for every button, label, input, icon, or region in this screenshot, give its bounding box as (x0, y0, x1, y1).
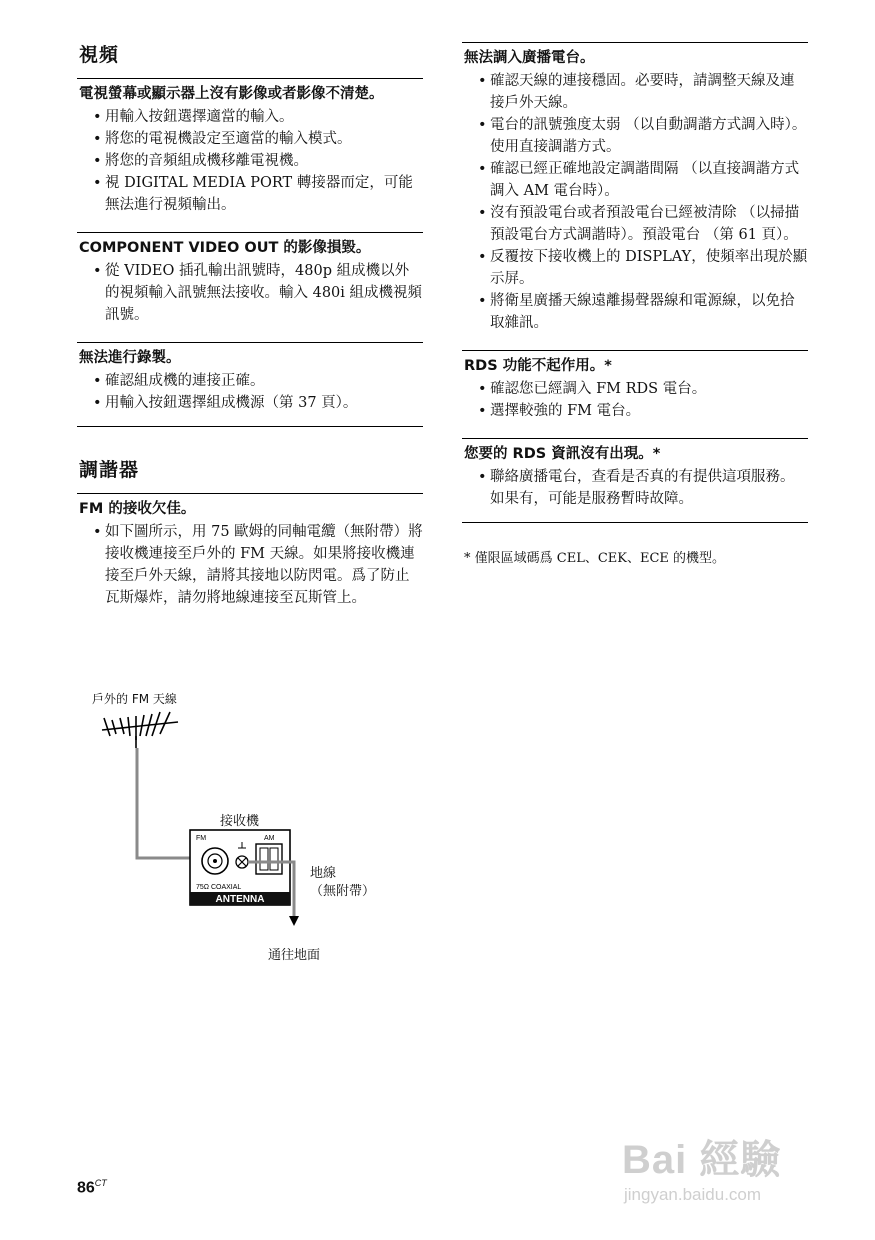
trouble-block-fm (77, 493, 423, 609)
solution-list (462, 378, 808, 422)
coaxial-text: 75Ω COAXIAL (196, 884, 242, 891)
trouble-block-no-image (77, 78, 423, 216)
list-item: • 確認已經正確地設定調諧間隔 （以直接調諧方式調入 AM 電台時）。 (462, 158, 808, 202)
list-item: • 確認您已經調入 FM RDS 電台。 (462, 378, 808, 400)
list-item: • 將您的電視機設定至適當的輸入模式。 (77, 128, 423, 150)
list-item: • 確認天線的連接穩固。必要時，請調整天線及連接戶外天線。 (462, 70, 808, 114)
trouble-block-rds-info (462, 438, 808, 523)
region-footnote: * 僅限區域碼爲 CEL、CEK、ECE 的機型。 (464, 551, 726, 566)
receiver-label: 接收機 (220, 814, 260, 829)
ground-wire-note: （無附帶） (310, 884, 376, 899)
trouble-heading: RDS 功能不起作用。* (464, 358, 612, 374)
receiver-antenna-panel (190, 830, 290, 905)
diagram-drawing (80, 690, 400, 940)
list-item: • 電台的訊號強度太弱 （以自動調諧方式調入時）。使用直接調諧方式。 (462, 114, 808, 158)
solution-list (77, 370, 423, 414)
ground-wire-label: 地線 (310, 866, 337, 881)
list-item: • 視 DIGITAL MEDIA PORT 轉接器而定，可能無法進行視頻輸出。 (77, 172, 423, 216)
solution-list (77, 260, 423, 326)
trouble-block-rds (462, 350, 808, 422)
fm-instructions: • 如下圖所示，用 75 歐姆的同軸電纜（無附帶）將接收機連接至戶外的 FM 天線。如果將接收機連接至戶外天線，請將其接地以防閃電。爲了防止瓦斯爆炸，請勿將地線連接至瓦斯管上。 (77, 521, 423, 609)
list-item: • 選擇較強的 FM 電台。 (462, 400, 808, 422)
video-section-title: 視頻 (79, 44, 120, 66)
page-number (77, 1178, 107, 1197)
trouble-heading: COMPONENT VIDEO OUT 的影像損毀。 (79, 240, 371, 256)
am-terminal-text: AM (264, 835, 275, 842)
list-item: • 沒有預設電台或者預設電台已經被清除 （以掃描預設電台方式調諧時）。預設電台 （第 61 頁）。 (462, 202, 808, 246)
solution-list (462, 70, 808, 334)
list-item: • 將衛星廣播天線遠離揚聲器線和電源線，以免拾取雜訊。 (462, 290, 808, 334)
trouble-block-no-station (462, 42, 808, 334)
page-number-value: 86 (77, 1179, 95, 1197)
list-item: • 從 VIDEO 插孔輸出訊號時，480p 組成機以外的視頻輸入訊號無法接收。輸入 480i 組成機視頻訊號。 (77, 260, 423, 326)
trouble-heading: 您要的 RDS 資訊沒有出現。* (464, 446, 661, 462)
trouble-heading: 無法調入廣播電台。 (464, 50, 595, 66)
baidu-watermark (622, 1128, 822, 1208)
trouble-heading: FM 的接收欠佳。 (79, 501, 196, 517)
divider (77, 426, 423, 427)
list-item: • 確認組成機的連接正確。 (77, 370, 423, 392)
tuner-section-title: 調諧器 (79, 459, 140, 481)
down-arrow-icon (289, 916, 299, 926)
fm-terminal-text: FM (196, 835, 207, 842)
solution-list (77, 106, 423, 216)
fm-antenna-icon (102, 712, 178, 748)
trouble-block-recording (77, 342, 423, 427)
list-item: • 用輸入按鈕選擇組成機源（第 37 頁）。 (77, 392, 423, 414)
list-item: • 用輸入按鈕選擇適當的輸入。 (77, 106, 423, 128)
outdoor-antenna-label: 戶外的 FM 天線 (92, 692, 177, 706)
trouble-heading: 電視螢幕或顯示器上沒有影像或者影像不清楚。 (79, 86, 384, 102)
list-item: • 聯絡廣播電台，查看是否真的有提供這項服務。如果有，可能是服務暫時故障。 (462, 466, 808, 510)
watermark-url: jingyan.baidu.com (624, 1185, 762, 1204)
watermark-logo-text: Bai 經驗 (622, 1138, 782, 1182)
list-item: • 反覆按下接收機上的 DISPLAY，使頻率出現於顯示屏。 (462, 246, 808, 290)
page-number-suffix: CT (94, 1178, 107, 1188)
trouble-block-component (77, 232, 423, 326)
list-item: • 將您的音頻組成機移離電視機。 (77, 150, 423, 172)
antenna-connection-diagram (80, 690, 400, 970)
trouble-heading: 無法進行錄製。 (79, 350, 181, 366)
divider (462, 522, 808, 523)
to-earth-label: 通往地面 (268, 948, 321, 963)
solution-list (462, 466, 808, 510)
right-column (462, 42, 808, 569)
left-column (77, 42, 423, 625)
antenna-bar-text: ANTENNA (215, 894, 265, 905)
